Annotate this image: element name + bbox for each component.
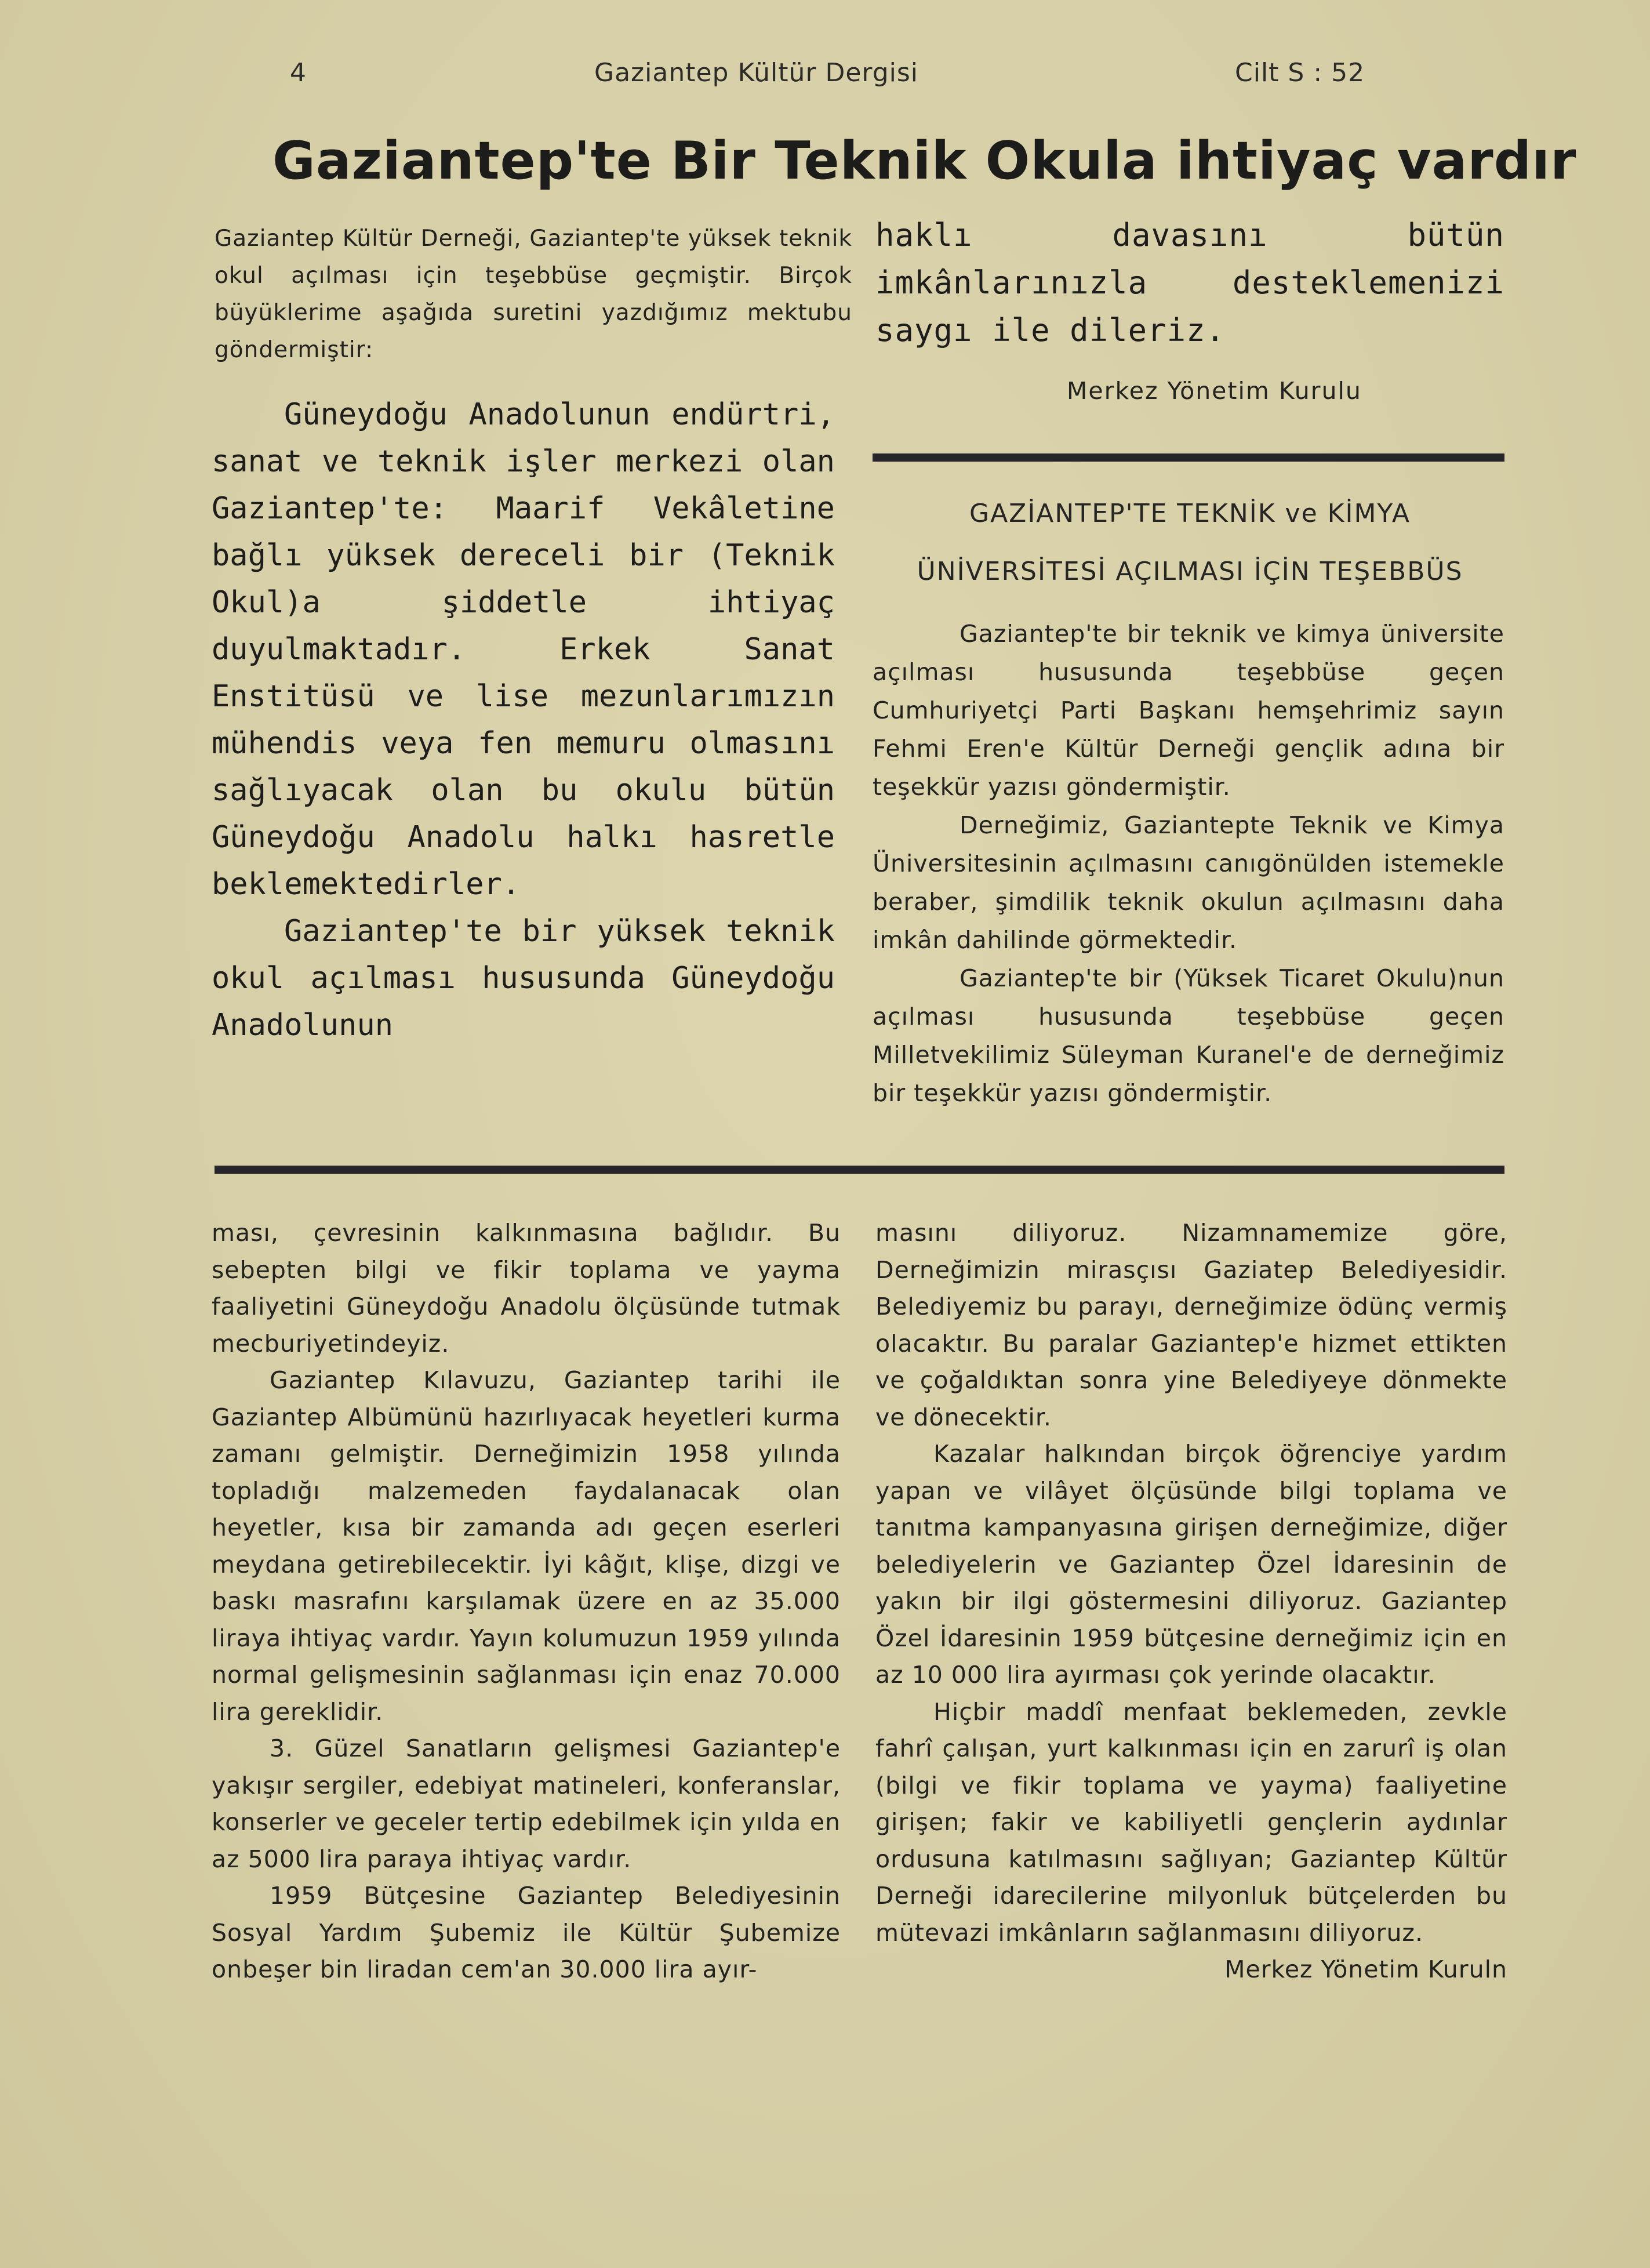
sidebar-paragraph: Gaziantep'te bir (Yüksek Ticaret Okulu)nun açılması hususunda teşebbüse geçen Milletvekilimiz Süleyman Kuranel'e de derneğimiz bir teşekkür yazısı göndermiştir. (873, 964, 1504, 1107)
article-intro (215, 220, 852, 369)
letter-paragraph: Güneydoğu Anadolunun endürtri, sanat ve teknik işler merkezi olan Gaziantep'te: Maarif Vekâletine bağlı yüksek dereceli bir (Teknik Okul)a şiddetle ihtiyaç duyulmaktadır. Erkek Sanat Enstitüsü ve lise mezunlarımızın mühendis veya fen memuru olmasını sağlıyacak olan bu okulu bütün Güneydoğu Anadolu halkı hasretle beklemektedirler. (212, 397, 835, 902)
continuation-paragraph: masını diliyoruz. Nizamnamemize göre, Derneğimizin mirasçısı Gaziatep Belediyesidir. Belediyemiz bu parayı, derneğimize ödünç vermiş olacaktır. Bu paralar Gaziantep'e hizmet ettikten ve çoğaldıktan sonra yine Belediyeye dönmekte ve dönecektir. (875, 1219, 1507, 1431)
continuation-signature: Merkez Yönetim Kuruln (1224, 1955, 1507, 1983)
continuation-paragraph: ması, çevresinin kalkınmasına bağlıdır. Bu sebepten bilgi ve fikir toplama ve yayma faaliyetini Güneydoğu Anadolu ölçüsünde tutmak mecburiyetindeyiz. (212, 1219, 841, 1358)
section-divider (873, 453, 1504, 462)
intro-paragraph: Gaziantep Kültür Derneği, Gaziantep'te yüksek teknik okul açılması için teşebbüse geçmiştir. Birçok büyüklerime aşağıda suretini yazdığımız mektubu göndermiştir: (215, 226, 852, 363)
continuation-paragraph: 1959 Bütçesine Gaziantep Belediyesinin Sosyal Yardım Şubemiz ile Kültür Şubemize onbeşer bin liradan cem'an 30.000 lira ayır- (212, 1882, 841, 1983)
sidebar-title-line1: GAZİANTEP'TE TEKNİK ve KİMYA (969, 499, 1411, 528)
magazine-title: Gaziantep Kültür Dergisi (594, 58, 919, 88)
page-divider (215, 1166, 1504, 1174)
letter-paragraph: Gaziantep'te bir yüksek teknik okul açılması hususunda Güneydoğu Anadolunun (212, 914, 835, 1043)
sidebar-paragraph: Derneğimiz, Gaziantepte Teknik ve Kimya Üniversitesinin açılmasını canıgönülden istemekle beraber, şimdilik teknik okulun açılmasını daha imkân dahilinde görmektedir. (873, 811, 1504, 954)
article-headline: Gaziantep'te Bir Teknik Okula ihtiyaç vardır (272, 130, 1577, 191)
volume-number: Cilt S : 52 (1235, 58, 1365, 88)
letter-signature: Merkez Yönetim Kurulu (1067, 377, 1362, 405)
continuation-paragraph: Gaziantep Kılavuzu, Gaziantep tarihi ile Gaziantep Albümünü hazırlıyacak heyetleri kurma zamanı gelmiştir. Derneğimizin 1958 yılında topladığı malzemeden faydalanacak olan heyetler, kısa bir zamanda adı geçen eserleri meydana getirebilecektir. İyi kâğıt, klişe, dizgi ve baskı masrafını karşılamak üzere en az 35.000 liraya ihtiyaç vardır. Yayın kolumuzun 1959 yılında normal gelişmesinin sağlanması için enaz 70.000 lira gereklidir. (212, 1366, 841, 1726)
letter-closing: haklı davasını bütün imkânlarınızla desteklemenizi saygı ile dileriz. (875, 217, 1504, 349)
continuation-right-column (875, 1215, 1507, 1988)
sidebar-title-line2: ÜNİVERSİTESİ AÇILMASI İÇİN TEŞEBBÜS (917, 557, 1463, 586)
letter-left-column (212, 391, 835, 1049)
continuation-paragraph: 3. Güzel Sanatların gelişmesi Gaziantep'e yakışır sergiler, edebiyat matineleri, konferanslar, konserler ve geceler tertip edebilmek için yılda en az 5000 lira paraya ihtiyaç vardır. (212, 1734, 841, 1873)
sidebar-article (873, 615, 1504, 1112)
sidebar-paragraph: Gaziantep'te bir teknik ve kimya üniversite açılması hususunda teşebbüse geçen Cumhuriyetçi Parti Başkanı hemşehrimiz sayın Fehmi Eren'e Kültür Derneği gençlik adına bir teşekkür yazısı göndermiştir. (873, 620, 1504, 801)
letter-right-column (875, 212, 1504, 354)
page-number: 4 (290, 58, 306, 88)
continuation-paragraph: Hiçbir maddî menfaat beklemeden, zevkle fahrî çalışan, yurt kalkınması için en zarurî iş olan (bilgi ve fikir toplama ve yayma) faaliyetine girişen; fakir ve kabiliyetli gençlerin aydınlar ordusuna katılmasını sağlıyan; Gaziantep Kültür Derneği idarecilerine milyonluk bütçelerden bu mütevazi imkânların sağlanmasını diliyoruz. (875, 1697, 1507, 1947)
continuation-paragraph: Kazalar halkından birçok öğrenciye yardım yapan ve vilâyet ölçüsünde bilgi toplama ve tanıtma kampanyasına girişen derneğimize, diğer belediyelerin ve Gaziantep Özel İdaresinin de yakın bir ilgi göstermesini diliyoruz. Gaziantep Özel İdaresinin 1959 bütçesine derneğimiz için en az 10 000 lira ayırması çok yerinde olacaktır. (875, 1440, 1507, 1689)
continuation-left-column (212, 1215, 841, 1988)
